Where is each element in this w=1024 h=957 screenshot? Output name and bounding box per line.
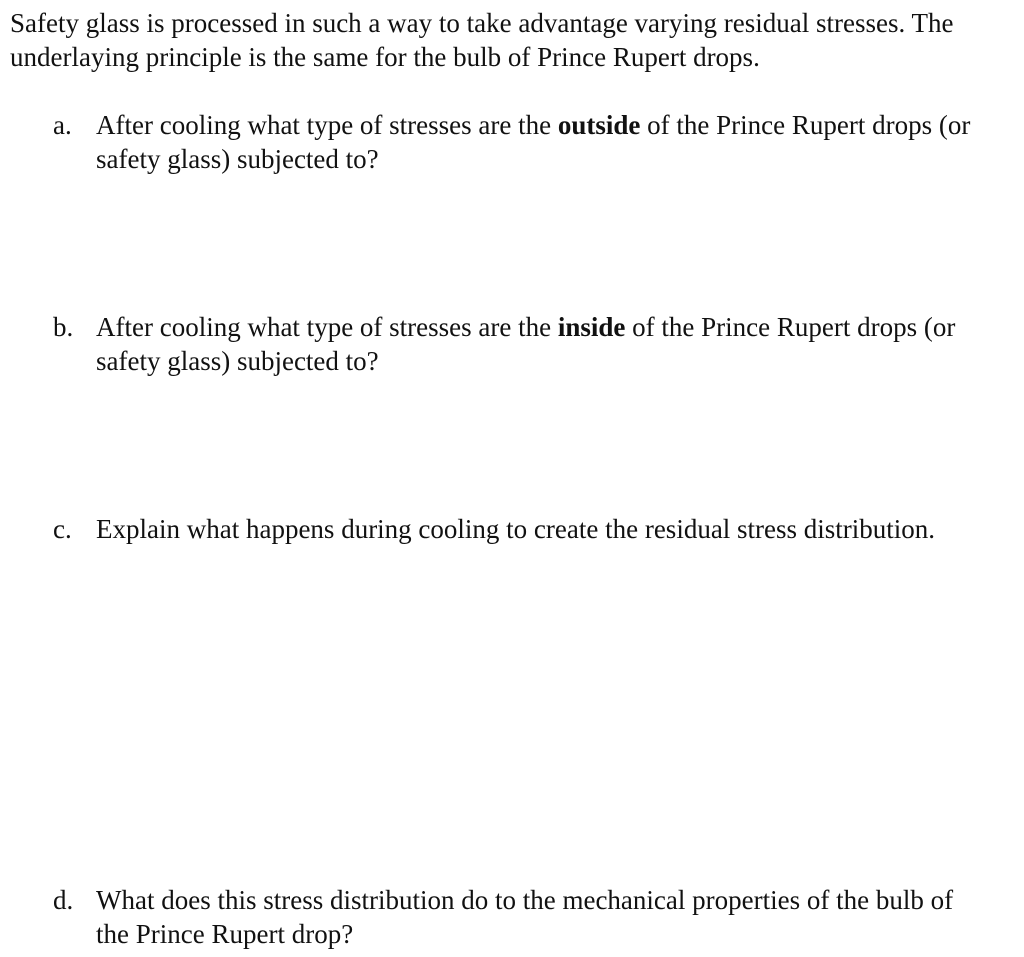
question-letter: c. xyxy=(53,514,72,544)
question-text-part: After cooling what type of stresses are the xyxy=(96,312,558,342)
question-text xyxy=(96,310,976,378)
question-letter: d. xyxy=(53,885,74,915)
question-text: Explain what happens during cooling to create the residual stress distribution. xyxy=(96,514,936,544)
question-text-part: After cooling what type of stresses are the xyxy=(96,110,558,140)
question-letter: b. xyxy=(53,312,74,342)
question-text-part: of the Prince Rupert drops (or safety glass) subjected to? xyxy=(96,110,971,174)
question-text: What does this stress distribution do to the mechanical properties of the bulb of the Prince Rupert drop? xyxy=(96,885,954,949)
emphasis-outside: outside xyxy=(557,110,641,140)
question-text xyxy=(96,108,976,176)
emphasis-inside: inside xyxy=(557,312,626,342)
intro-paragraph: Safety glass is processed in such a way to take advantage varying residual stresses. The underlaying principle is the same for the bulb of Prince Rupert drops. xyxy=(10,8,954,72)
question-text-part: of the Prince Rupert drops (or safety glass) subjected to? xyxy=(96,312,956,376)
question-letter: a. xyxy=(53,110,72,140)
